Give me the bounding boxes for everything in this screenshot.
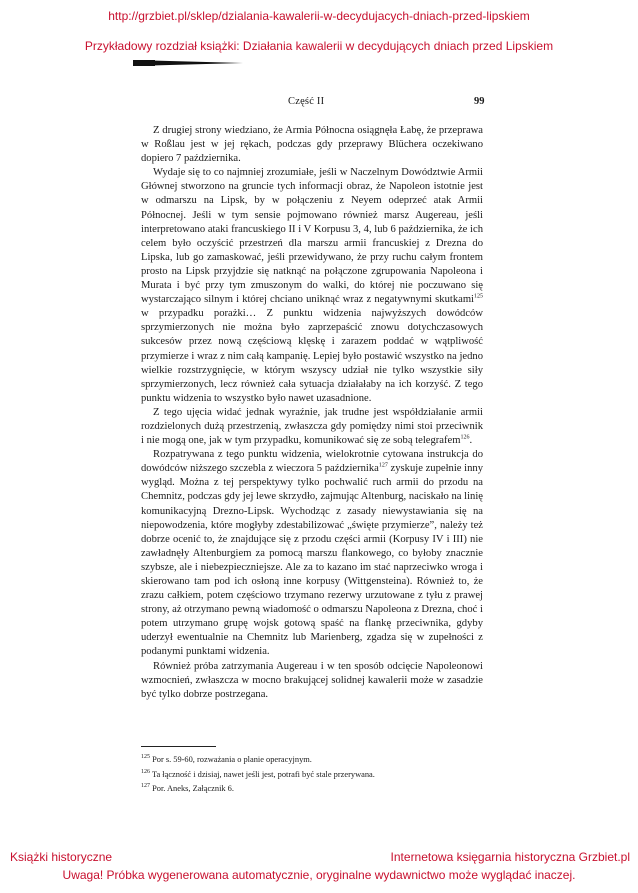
paragraph [141,660,483,702]
footnote [141,753,483,768]
footnote [141,782,483,797]
paragraph-text: Z drugiej strony wiedziano, że Armia Północna osiągnęła Łabę, że przeprawa w Roßlau jest w jej rękach, podczas gdy przeprawy Blüchera oczekiwano dopiero 7 października. [141,125,483,165]
paragraph [141,124,483,166]
footer-bookstore-link[interactable]: Internetowa księgarnia historyczna Grzbiet.pl [390,850,630,864]
shop-url-link[interactable]: http://grzbiet.pl/sklep/dzialania-kawalerii-w-decydujacych-dniach-przed-lipskiem [108,9,530,23]
page-number: 99 [474,96,485,107]
footnotes [141,753,483,797]
footnote-ref[interactable]: 126 [460,434,470,441]
footnote-number: 127 [141,783,150,790]
paragraph-text: Wydaje się to co najmniej zrozumiałe, jeśli w Naczelnym Dowództwie Armii Głównej stworzono na gruncie tych informacji obraz, że Napoleon istotnie jest w odmarszu na Lipsk, by w połączeniu z Neyem odeprzeć atak Armii Północnej. Jeśli w tym sensie pojmowano również marsz Augereau, jeśli interpretowano ataki francuskiego II i V Korpusu 3, 4, lub 6 października, że ich celem było oczyścić przestrzeń dla marszu armii francuskiej z Drezna do Lipska, lub go zamaskować, jeśli przewidywano, że przy ruchu całym frontem prosto na Lipsk przyjdzie się natknąć na połączone zgrupowania Napoleona i Murata i być przy tym zmuszonym do walki, do której nie poczuwano się wystarczająco silnym i której chciano uniknąć wraz z negatywnymi skutkami [141,167,483,306]
footnote-ref[interactable]: 127 [378,462,388,469]
paragraph [141,166,483,406]
paragraph-text: . [469,435,473,447]
body-text [141,124,483,702]
footnote-text: Por. Aneks, Załącznik 6. [150,784,234,793]
footer-books-link[interactable]: Książki historyczne [10,850,113,864]
footnote-divider [141,746,216,747]
paragraph-text: Również próba zatrzymania Augereau i w ten sposób odcięcie Napoleonowi wzmocnień, zwłaszcza w mocno brakującej solidnej kawalerii może w zasadzie być tylko dobrze postrzegana. [141,660,483,700]
running-head: Część II [288,96,325,107]
paragraph-text: zyskuje zupełnie inny wygląd. Można z tej perspektywy tylko pochwalić ruch armii do przodu na Chemnitz, podczas gdy jej lewe skrzydło, zajmując Altenburg, naciskało na linię komunikacyjną Drezno-Lipsk. Wychodząc z zasady niewystawiania się na niepowodzenia, które mogłyby zdestabilizować „święte przymierze”, należy też dobrze ocenić to, że znajdujące się z przodu części armii (Korpusy IV i III) nie zawładnęły Altenburgiem za pomocą marszu flankowego, co byłoby znacznie szybsze, ale i niebezpieczniejsze. Ale za to kazano im stać naprzeciwko wroga i skierowano tam pod ich osłoną inne korpusy (Wittgensteina). Również to, że zrazu całkiem, potem częściowo trzymano rezerwy urzutowane z tyłu z prawej strony, aż otrzymano pewną wiadomość o odmarszu Napoleona z Drezna, choć i potem utrzymano grupę wojsk gotową spaść na flankę przeciwnika, gdyby uderzył ewentualnie na Chemnitz lub Marienberg, zgadza się w zupełności z podanymi punktami widzenia. [141,463,483,658]
paragraph-text: Rozpatrywana z tego punktu widzenia, wielokrotnie cytowana instrukcja do dowódców niższego szczebla z wieczora 5 października [141,449,483,475]
footnote-number: 125 [141,754,150,761]
footnote-number: 126 [141,768,150,775]
footnote [141,768,483,783]
paragraph-text: Z tego ujęcia widać jednak wyraźnie, jak trudne jest współdziałanie armii rozdzielonych dużą przestrzenią, zwłaszcza gdy pomiędzy nimi stoi przeciwnik i nie mogą one, jak w tym przypadku, komunikować się ze sobą telegrafem [141,406,483,447]
footnote-text: Ta łączność i dzisiaj, nawet jeśli jest, potrafi być stale przerywana. [150,769,375,779]
footnote-text: Por s. 59-60, rozważania o planie operacyjnym. [150,755,312,764]
paragraph-text: w przypadku porażki… Z punktu widzenia najwyższych dowódców sprzymierzonych nie można było zaprzepaścić znowu dotychczasowych sukcesów przez nową częściową klęskę i zarazem poddać w wątpliwość przymierze i wraz z nim całą kampanię. Lepiej było postawić wszystko na jedno wielkie rozstrzygnięcie, w którym wszyscy udział nie tylko wszystkie siły sprzymierzonych, lecz również cała sytuacja działałaby na ich korzyść. Z tego punktu widzenia to wszystko było nawet uzasadnione. [141,308,483,404]
paragraph [141,448,483,659]
paragraph [141,406,483,448]
decorative-wedge-tip [133,60,243,66]
sample-chapter-title: Przykładowy rozdział książki: Działania kawalerii w decydujących dniach przed Lipskiem [84,39,554,53]
footnote-ref[interactable]: 125 [474,293,483,300]
sample-warning: Uwaga! Próbka wygenerowana automatycznie, oryginalne wydawnictwo może wyglądać inaczej. [62,868,576,882]
